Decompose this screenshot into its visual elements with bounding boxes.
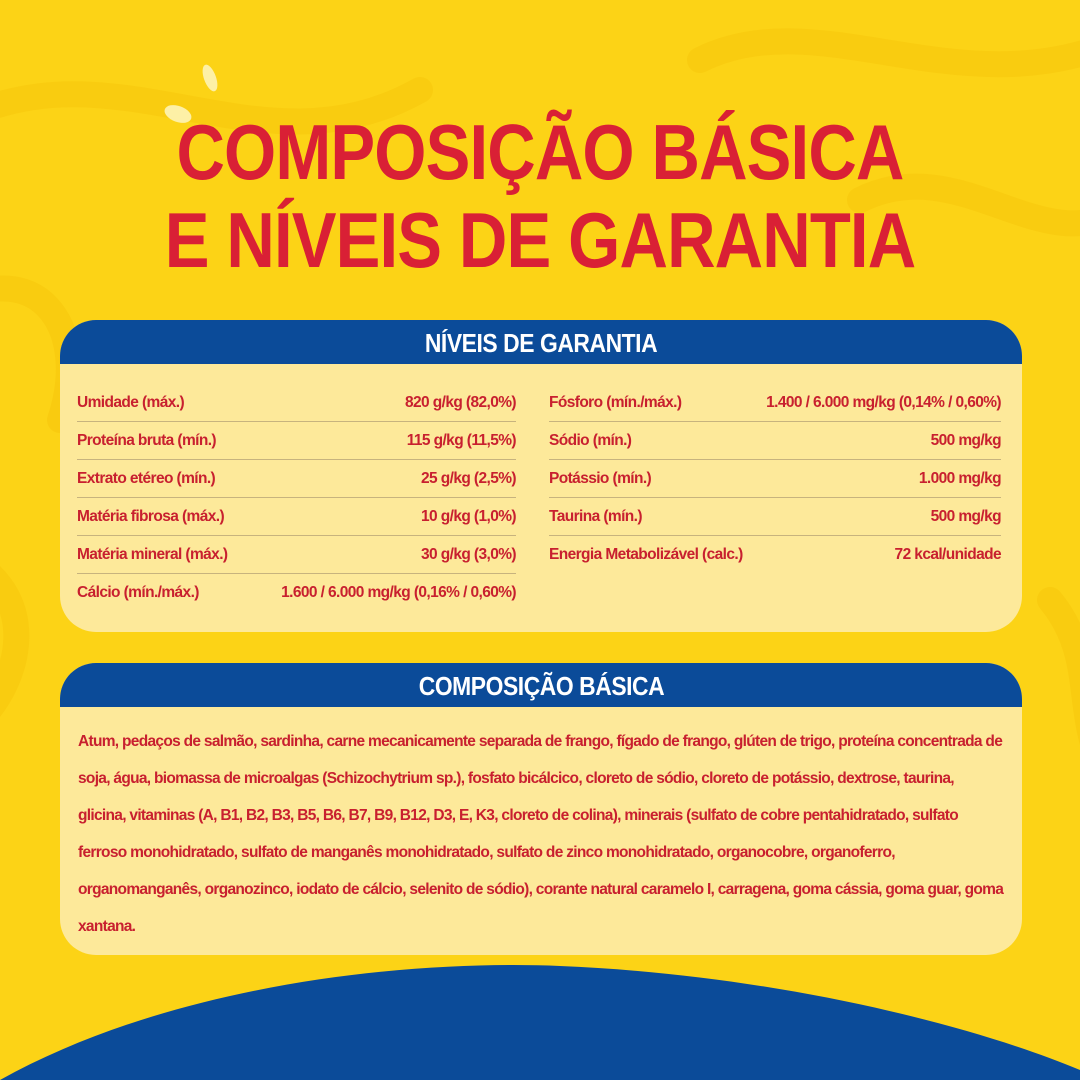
garantia-card [60, 320, 1022, 632]
garantia-row-label: Matéria fibrosa (máx.) [77, 507, 225, 525]
garantia-right-column [549, 384, 1001, 574]
garantia-row [77, 574, 516, 612]
page-title [76, 108, 1005, 284]
garantia-row [549, 498, 1001, 536]
garantia-row-value: 1.000 mg/kg [918, 469, 1001, 487]
composicao-header-label: COMPOSIÇÃO BÁSICA [418, 671, 664, 701]
garantia-row [77, 384, 516, 422]
garantia-left-column [77, 384, 516, 612]
garantia-row-label: Umidade (máx.) [77, 393, 185, 411]
garantia-row [77, 498, 516, 536]
garantia-row [549, 536, 1001, 574]
garantia-row-label: Cálcio (mín./máx.) [77, 584, 199, 601]
title-line-2: E NÍVEIS DE GARANTIA [164, 196, 916, 284]
garantia-row-value: 72 kcal/unidade [894, 546, 1001, 563]
composicao-header [60, 663, 1022, 707]
garantia-row-label: Energia Metabolizável (calc.) [549, 546, 743, 563]
garantia-row-value: 115 g/kg (11,5%) [406, 431, 516, 449]
garantia-row-label: Matéria mineral (máx.) [77, 545, 228, 563]
garantia-row [549, 460, 1001, 498]
garantia-row-value: 10 g/kg (1,0%) [421, 507, 516, 525]
garantia-row-label: Proteína bruta (mín.) [77, 431, 216, 449]
garantia-row-label: Sódio (mín.) [549, 431, 632, 449]
title-line-1: COMPOSIÇÃO BÁSICA [176, 108, 904, 196]
garantia-row-label: Extrato etéreo (mín.) [77, 469, 216, 487]
garantia-row-value: 1.600 / 6.000 mg/kg (0,16% / 0,60%) [281, 584, 516, 601]
garantia-row-value: 500 mg/kg [930, 431, 1001, 449]
garantia-row-value: 1.400 / 6.000 mg/kg (0,14% / 0,60%) [766, 393, 1001, 411]
garantia-row-value: 500 mg/kg [930, 507, 1001, 525]
garantia-row-value: 820 g/kg (82,0%) [404, 393, 516, 411]
garantia-row [77, 422, 516, 460]
garantia-header-label: NÍVEIS DE GARANTIA [424, 328, 658, 358]
garantia-header [60, 320, 1022, 364]
garantia-row-label: Taurina (mín.) [549, 507, 642, 525]
composicao-text: Atum, pedaços de salmão, sardinha, carne mecanicamente separada de frango, fígado de frango, glúten de trigo, proteína concentrada de soja, água, biomassa de microalgas (Schizochytrium sp.), fosfato bicálcico, cloreto de sódio, cloreto de potássio, dextrose, taurina, glicina, vitaminas (A, B1, B2, B3, B5, B6, B7, B9, B12, D3, E, K3, cloreto de colina), minerais (sulfato de cobre pentahidratado, sulfato ferroso monohidratado, sulfato de manganês monohidratado, sulfato de zinco monohidratado, organocobre, organoferro, organomanganês, organozinco, iodato de cálcio, selenito de sódio), corante natural caramelo I, carragena, goma cássia, goma guar, goma xantana. [78, 733, 1004, 935]
garantia-row-label: Potássio (mín.) [549, 469, 652, 487]
garantia-row [549, 384, 1001, 422]
garantia-row [77, 536, 516, 574]
composicao-card [60, 663, 1022, 955]
garantia-row-value: 25 g/kg (2,5%) [421, 469, 516, 487]
garantia-row [549, 422, 1001, 460]
bottom-blue-arc [0, 960, 1080, 1080]
garantia-row [77, 460, 516, 498]
garantia-row-label: Fósforo (mín./máx.) [549, 393, 682, 411]
garantia-row-value: 30 g/kg (3,0%) [421, 545, 516, 563]
